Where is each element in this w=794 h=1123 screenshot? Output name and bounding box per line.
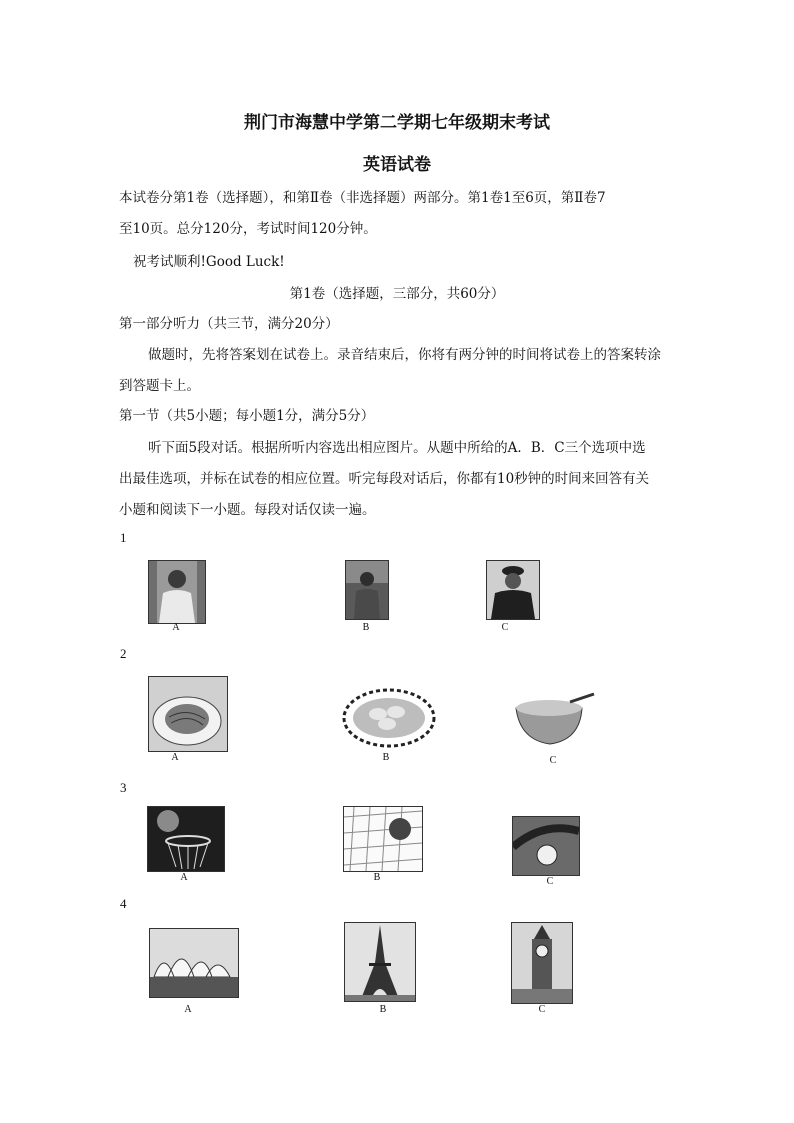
soldier-uniform-image[interactable] (486, 560, 540, 620)
big-ben-image[interactable] (511, 922, 573, 1004)
soldier-outdoors-image[interactable] (345, 560, 389, 620)
option-label: C (549, 755, 557, 766)
option-label: B (362, 622, 370, 633)
option-label: A (184, 1004, 192, 1015)
option-label: A (180, 872, 188, 883)
option-label: C (546, 876, 554, 887)
option-label: A (171, 752, 179, 763)
option-label: B (373, 872, 381, 883)
option-label: B (382, 752, 390, 763)
good-luck-line: 祝考试顺利!Good Luck! (133, 254, 285, 270)
noodles-image[interactable] (148, 676, 228, 752)
soccer-net-image[interactable] (343, 806, 423, 872)
section-heading: 第1卷（选择题，三部分，共60分） (289, 286, 505, 302)
subsection-line-3: 小题和阅读下一小题。每段对话仅读一遍。 (119, 502, 376, 518)
question-number: 1 (120, 530, 127, 545)
intro-line-2: 至10页。总分120分，考试时间120分钟。 (119, 221, 377, 237)
exam-title: 荆门市海慧中学第二学期七年级期末考试 (244, 113, 550, 133)
eiffel-tower-image[interactable] (344, 922, 416, 1002)
instruction-line-1: 做题时，先将答案划在试卷上。录音结束后，你将有两分钟的时间将试卷上的答案转涂 (148, 347, 661, 363)
option-label: C (501, 622, 509, 633)
baseball-image[interactable] (512, 816, 580, 876)
subsection-line-1: 听下面5段对话。根据所听内容选出相应图片。从题中所给的A．B．C三个选项中选 (148, 440, 646, 456)
instruction-line-2: 到答题卡上。 (119, 378, 200, 394)
sydney-opera-house-image[interactable] (149, 928, 239, 998)
basketball-hoop-image[interactable] (147, 806, 225, 872)
intro-line-1: 本试卷分第1卷（选择题），和第Ⅱ卷（非选择题）两部分。第1卷1至6页，第Ⅱ卷7 (119, 190, 606, 206)
dumplings-image[interactable] (342, 688, 436, 748)
question-number: 4 (120, 896, 127, 911)
man-in-shirt-image[interactable] (148, 560, 206, 624)
part-one-heading: 第一部分听力（共三节，满分20分） (119, 316, 339, 332)
option-label: A (172, 622, 180, 633)
exam-subtitle: 英语试卷 (363, 155, 431, 175)
option-label: B (379, 1004, 387, 1015)
question-number: 3 (120, 780, 127, 795)
subsection-line-2: 出最佳选项，并标在试卷的相应位置。听完每段对话后，你都有10秒钟的时间来回答有关 (119, 471, 650, 487)
soup-bowl-image[interactable] (512, 690, 596, 748)
option-label: C (538, 1004, 546, 1015)
question-number: 2 (120, 646, 127, 661)
subsection-one-heading: 第一节（共5小题；每小题1分，满分5分） (119, 408, 375, 424)
